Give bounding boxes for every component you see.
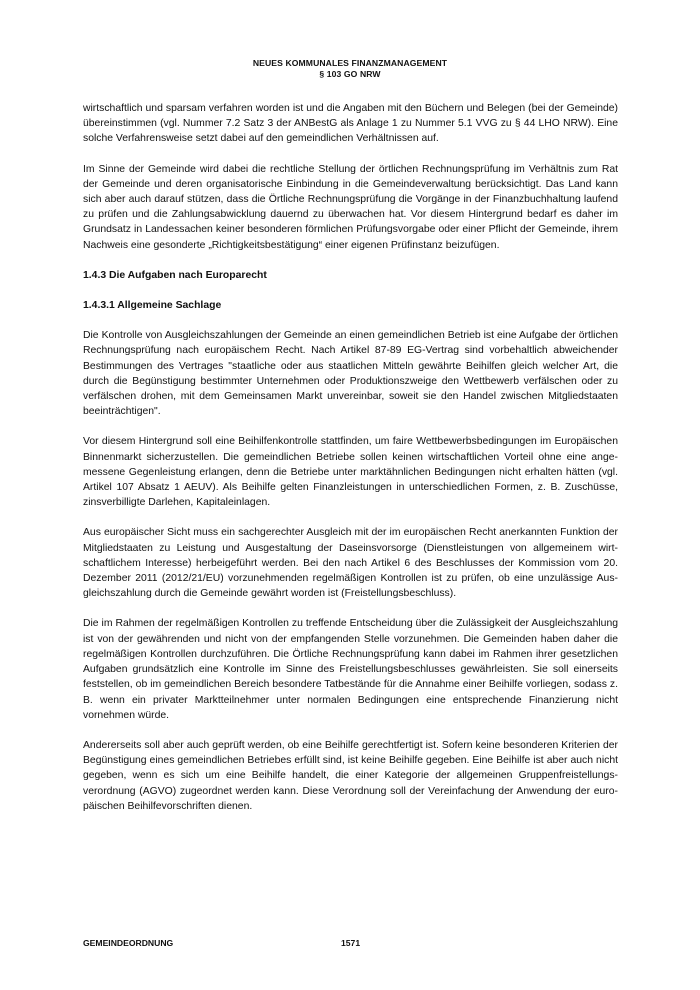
paragraph: Die Kontrolle von Ausgleichszahlungen der Gemeinde an einen gemeindlichen Betrieb ist eine Aufgabe der örtlichen Rechnungsprüfung nach europäischem Recht. Nach Artikel 87-89 EG-Vertrag sind vorbehaltlich abweichender Bestimmungen des Vertrages "staatliche oder aus staatlichen Mitteln gewährte Beihilfen gleich welcher Art, die durch die Begünstigung bestimmter Unternehmen oder Produktionszweige den Wettbewerb verfälschen oder zu verfälschen drohen, mit dem Gemeinsamen Markt unvereinbar, soweit sie den Handel zwischen Mitgliedstaaten beeinträchtigen". — [83, 330, 618, 418]
paragraph: Andererseits soll aber auch geprüft werden, ob eine Beihilfe gerechtfertigt ist. Sofern keine besonderen Kriterien der Begünstigung eines gemeindlichen Betriebes erfüllt sind, ist keine Beihilfe gegeben. Eine Beihilfe ist aber auch nicht gegeben, wenn es sich um eine Beihilfe handelt, die einer Kategorie der allgemeinen Gruppenfreistellungsverordnung (AGVO) zugeordnet werden kann. Diese Verordnung soll der Vereinfachung der Anwendung der europäischen Beihilfevorschriften dienen. — [83, 739, 618, 812]
subsection-heading: 1.4.3.1 Allgemeine Sachlage — [83, 300, 222, 312]
header-section: § 103 GO NRW — [319, 69, 381, 79]
paragraph: Aus europäischer Sicht muss ein sachgerechter Ausgleich mit der im europäischen Recht anerkannten Funktion der Mitgliedstaaten zu Leistung und Ausgestaltung der Daseinsvorsorge (Dienstleistungen von allgemeinem wirtschaftlichem Interesse) herbeigeführt werden. Bei den nach Artikel 6 des Beschlusses der Kommission vom 20. Dezember 2011 (2012/21/EU) vorzunehmenden regelmäßigen Kontrollen ist zu prüfen, ob eine unzulässige Ausgleichszahlung durch die Gemeinde gewährt worden ist (Freistellungsbeschluss). — [83, 527, 618, 600]
paragraph: Die im Rahmen der regelmäßigen Kontrollen zu treffende Entscheidung über die Zulässigkeit der Ausgleichszahlung ist von der gewährenden und nicht von der empfangenden Stelle vorzunehmen. Die Gemeinden haben daher die regelmäßigen Kontrollen durchzuführen. Die Örtliche Rechnungsprüfung kann dabei im Rahmen ihrer gesetzlichen Aufgaben grundsätzlich eine Kontrolle im Sinne des Freistellungsbeschlusses gewährleisten. Sie soll einerseits feststellen, ob im gemeindlichen Bereich besondere Tatbestände für die Annahme einer Beihilfe vorliegen, sodass z. B. wenn ein privater Marktteilnehmer unter normalen Bedingungen eine entsprechende Finanzierung nicht vornehmen würde. — [83, 618, 618, 721]
document-body — [83, 101, 618, 829]
header-title: NEUES KOMMUNALES FINANZMANAGEMENT — [252, 58, 448, 68]
page-header — [0, 58, 700, 80]
section-heading: 1.4.3 Die Aufgaben nach Europarecht — [83, 269, 267, 281]
paragraph: Im Sinne der Gemeinde wird dabei die rechtliche Stellung der örtlichen Rechnungsprüfung im Verhältnis zum Rat der Gemeinde und deren organisatorische Einbindung in die Gemeindeverwaltung berücksichtigt. Das Land kann sich aber auch darauf stützen, dass die Örtliche Rechnungsprüfung die Vorgänge in der Finanzbuchhaltung laufend zu prüfen und die Zahlungsabwicklung dauernd zu überwachen hat. Vor diesem Hintergrund bedarf es daher im Grundsatz in Landessachen keiner besonderen förmlichen Prüfungsvorgabe oder einer Pflicht der Gemeinde, ihrem Nachweis eine gesonderte „Richtigkeitsbestätigung“ einer eigenen Prüfinstanz beizufügen. — [83, 163, 618, 251]
paragraph: Vor diesem Hintergrund soll eine Beihilfenkontrolle stattfinden, um faire Wettbewerbsbedingungen im Europäischen Binnenmarkt sicherzustellen. Die gemeindlichen Betriebe sollen keinen wirtschaftlichen Vorteil ohne eine angemessene Gegenleistung erlangen, denn die Betriebe unter marktähnlichen Bedingungen nicht erhalten hätten (vgl. Artikel 107 Absatz 1 AEUV). Als Beihilfe gelten Finanzleistungen in unterschiedlichen Formen, z. B. Zuschüsse, zinsverbilligte Darlehen, Kapitaleinlagen. — [83, 436, 618, 509]
paragraph: wirtschaftlich und sparsam verfahren worden ist und die Angaben mit den Büchern und Belegen (bei der Gemeinde) übereinstimmen (vgl. Nummer 7.2 Satz 3 der ANBestG als Anlage 1 zu Nummer 5.1 VVG zu § 44 LHO NRW). Eine solche Verfahrensweise setzt dabei auf den gemeindlichen Verhältnissen auf. — [83, 103, 618, 145]
footer-title: GEMEINDEORDNUNG — [83, 938, 174, 948]
page-number: 1571 — [341, 938, 361, 948]
